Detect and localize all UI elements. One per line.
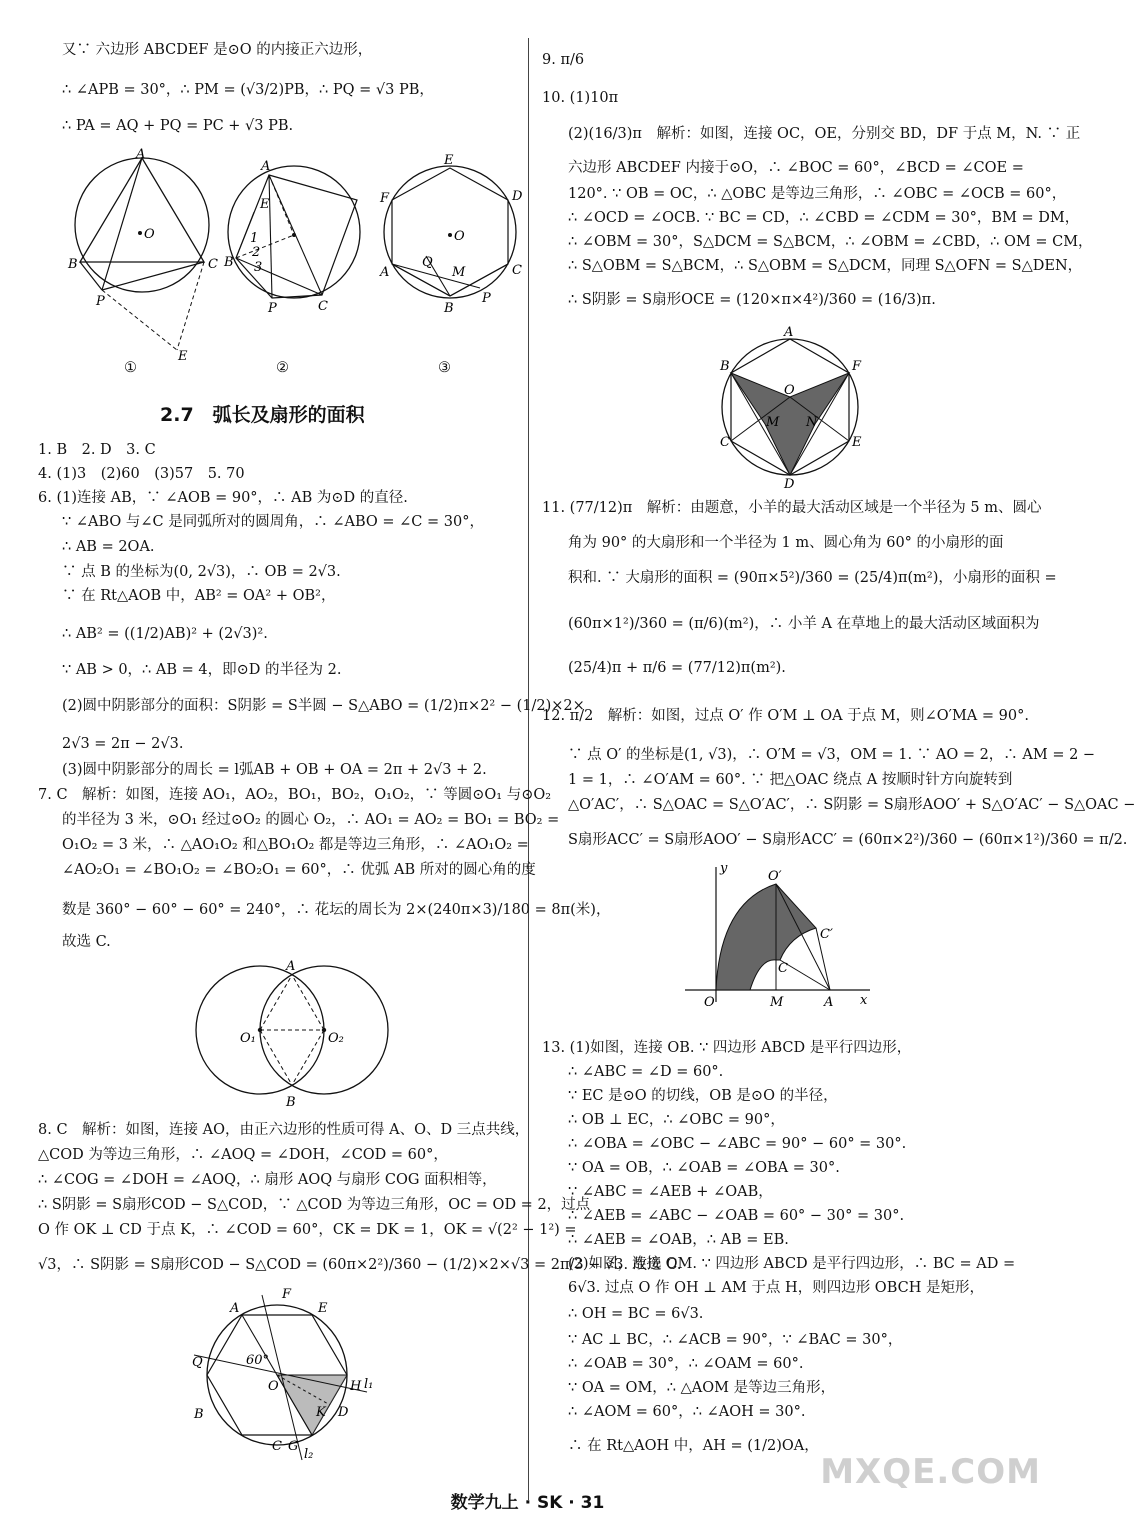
fig-label: M [452,265,466,280]
fig-label: F [282,1287,292,1302]
figure-3-svg [380,150,530,320]
text-line: (3)圆中阴影部分的周长 = l弧AB + OB + OA = 2π + 2√3 + 2. [62,762,487,778]
fig-label: F [380,191,390,206]
fig-label: A [261,159,271,174]
fig-label: 60° [246,1353,270,1368]
text-line: ∵ 在 Rt△AOB 中，AB² = OA² + OB²， [62,588,336,604]
text-line: ∵ OA = OB，∴ ∠OAB = ∠OBA = 30°. [568,1160,840,1176]
figure-2-svg [224,150,374,320]
text-line: ∴ ∠AEB = ∠ABC − ∠OAB = 60° − 30° = 30°. [568,1208,905,1224]
text-line: 120°. ∵ OB = OC，∴ △OBC 是等边三角形，∴ ∠OBC = ∠OCB = 60°， [568,186,1067,202]
fig-label: Q [422,255,433,270]
text-line: (2)如图，连接 OM. ∵ 四边形 ABCD 是平行四边形，∴ BC = AD = [568,1256,1016,1272]
fig-label: P [96,294,105,309]
fig-label: Q [192,1355,203,1370]
text-line: ∵ 点 O′ 的坐标是(1, √3)，∴ O′M = √3，OM = 1. ∵ AO = 2，∴ AM = 2 − [568,747,1096,763]
text-line: ∠AO₂O₁ = ∠BO₁O₂ = ∠BO₂O₁ = 60°，∴ 优弧 AB 所对的圆心角的度 [62,862,536,878]
figure-1 [62,147,222,364]
text-line: ∴ PA = AQ + PQ = PC + √3 PB. [62,118,294,134]
fig-label: A [824,995,834,1010]
figure-1-svg [62,147,222,364]
text-line: ∴ ∠COG = ∠DOH = ∠AOQ，∴ 扇形 AOQ 与扇形 COG 面积相等， [38,1172,497,1188]
text-line: √3，∴ S阴影 = S扇形COD − S△COD = (60π×2²)/360 − (1/2)×2×√3 = 2π/3 − √3. 故选 C. [38,1257,682,1273]
fig-label: O′ [768,869,782,884]
fig-label: M [770,995,784,1010]
fig-label: A [230,1301,240,1316]
text-line: 10. (1)10π [542,90,619,106]
text-line: 12. π/2 解析：如图，过点 O′ 作 O′M ⊥ OA 于点 M，则∠O′MA = 90°. [542,708,1029,724]
text-line: ∴ AB² = ((1/2)AB)² + (2√3)². [62,626,268,642]
fig-label: B [194,1407,204,1422]
text-line: ∵ 点 B 的坐标为(0, 2√3)，∴ OB = 2√3. [62,564,341,580]
figure-caption: ② [276,360,289,376]
text-line: ∴ ∠OBM = 30°，S△DCM = S△BCM，∴ ∠OBM = ∠CBD，∴ OM = CM， [568,234,1093,250]
fig-label: y [720,861,728,876]
fig-label: P [268,301,277,316]
fig-label: O [144,227,155,242]
text-line: △O′AC′，∴ S△OAC = S△O′AC′，∴ S阴影 = S扇形AOO′ + S△O′AC′ − S△OAC − [568,797,1135,813]
fig-label: E [444,153,454,168]
figure-10 [720,322,870,491]
text-line: S扇形ACC′ = S扇形AOO′ − S扇形ACC′ = (60π×2²)/360 − (60π×1²)/360 = π/2. [568,832,1128,848]
fig-label: 1 [250,231,259,246]
figure-8 [192,1287,382,1469]
text-line: 1. B 2. D 3. C [38,442,156,458]
fig-label: K [316,1405,326,1420]
text-line: O₁O₂ = 3 米，∴ △AO₁O₂ 和△BO₁O₂ 都是等边三角形，∴ ∠AO₁O₂ = [62,837,529,853]
text-line: O 作 OK ⊥ CD 于点 K，∴ ∠COD = 60°，CK = DK = 1，OK = √(2² − 1²) = [38,1222,577,1238]
text-line: ∵ AC ⊥ BC，∴ ∠ACB = 90°，∵ ∠BAC = 30°， [568,1332,903,1348]
text-line: ∴ ∠OBA = ∠OBC − ∠ABC = 90° − 60° = 30°. [568,1136,907,1152]
fig-label: A [136,147,146,162]
fig-label: B [68,257,78,272]
text-line: (25/4)π + π/6 = (77/12)π(m²). [568,660,786,676]
fig-label: E [852,435,862,450]
fig-label: H [350,1379,362,1394]
text-line: ∵ ∠ABO 与∠C 是同弧所对的圆周角，∴ ∠ABO = ∠C = 30°， [62,514,484,530]
text-line: ∵ ∠ABC = ∠AEB + ∠OAB， [568,1184,773,1200]
figure-caption: ③ [438,360,451,376]
text-line: ∴ ∠ABC = ∠D = 60°. [568,1064,724,1080]
text-line: 又∵ 六边形 ABCDEF 是⊙O 的内接正六边形， [62,42,373,58]
text-line: ∴ AB = 2OA. [62,539,155,555]
text-line: 2√3 = 2π − 2√3. [62,736,184,752]
figure-10-svg [720,322,870,492]
fig-label: E [178,349,188,364]
fig-label: C′ [820,927,833,942]
fig-label: N [806,415,818,430]
text-line: ∵ EC 是⊙O 的切线，OB 是⊙O 的半径， [568,1088,838,1104]
text-line: ∴ S阴影 = S扇形COD − S△COD，∵ △COD 为等边三角形，OC = OD = 2，过点 [38,1197,591,1213]
text-line: ∴ S阴影 = S扇形OCE = (120×π×4²)/360 = (16/3)π. [568,292,936,308]
fig-label: A [784,325,794,340]
text-line: 积和. ∵ 大扇形的面积 = (90π×5²)/360 = (25/4)π(m²)，小扇形的面积 = [568,570,1057,586]
text-line: 数是 360° − 60° − 60° = 240°，∴ 花坛的周长为 2×(240π×3)/180 = 8π(米)， [62,902,611,918]
fig-label: C [512,263,522,278]
text-line: 故选 C. [62,934,111,950]
fig-label: C [208,257,218,272]
fig-label: B [286,1095,296,1110]
fig-label: B [224,255,234,270]
fig-label: B [720,359,730,374]
fig-label: D [784,477,795,492]
fig-label: D [338,1405,349,1420]
page-footer: 数学九上 · SK · 31 [450,1493,605,1513]
text-line: ∴ S△OBM = S△BCM，∴ S△OBM = S△DCM，同理 S△OFN = S△DEN， [568,258,1083,274]
text-line: (60π×1²)/360 = (π/6)(m²)，∴ 小羊 A 在草地上的最大活动区域面积为 [568,616,1040,632]
fig-label: G [288,1439,299,1454]
fig-label: O [784,383,795,398]
text-line: ∴ 在 Rt△AOH 中，AH = (1/2)OA， [568,1438,819,1454]
text-line: 8. C 解析：如图，连接 AO，由正六边形的性质可得 A、O、D 三点共线， [38,1122,530,1138]
fig-label: E [318,1301,328,1316]
fig-label: A [380,265,390,280]
fig-label: O [704,995,715,1010]
figure-12 [680,862,880,1016]
section-heading: 2.7 弧长及扇形的面积 [160,404,365,426]
text-line: ∵ AB > 0，∴ AB = 4，即⊙D 的半径为 2. [62,662,342,678]
text-line: ∴ ∠APB = 30°，∴ PM = (√3/2)PB，∴ PQ = √3 PB， [62,82,434,98]
fig-label: O₁ [240,1031,256,1046]
text-line: ∴ ∠AEB = ∠OAB，∴ AB = EB. [568,1232,789,1248]
text-line: (2)圆中阴影部分的面积：S阴影 = S半圆 − S△ABO = (1/2)π×2² − (1/2)×2× [62,698,585,714]
fig-label: B [444,301,454,316]
figure-2 [224,150,374,324]
fig-label: E [260,197,270,212]
fig-label: l₁ [364,1377,374,1392]
text-line: 11. (77/12)π 解析：由题意，小羊的最大活动区域是一个半径为 5 m、圆心 [542,500,1042,516]
text-line: 6. (1)连接 AB，∵ ∠AOB = 90°，∴ AB 为⊙D 的直径. [38,490,408,506]
text-line: 六边形 ABCDEF 内接于⊙O，∴ ∠BOC = 60°，∠BCD = ∠COE = [568,160,1024,176]
text-line: ∴ OB ⊥ EC，∴ ∠OBC = 90°， [568,1112,785,1128]
figure-3 [380,150,530,324]
figure-caption: ① [124,360,137,376]
watermark: MXQE.COM [820,1452,1041,1492]
text-line: 4. (1)3 (2)60 (3)57 5. 70 [38,466,245,482]
text-line: ∴ ∠OAB = 30°，∴ ∠OAM = 60°. [568,1356,804,1372]
text-line: △COD 为等边三角形，∴ ∠AOQ = ∠DOH，∠COD = 60°， [38,1147,448,1163]
fig-label: A [286,959,296,974]
text-line: 6√3. 过点 O 作 OH ⊥ AM 于点 H，则四边形 OBCH 是矩形， [568,1280,984,1296]
text-line: ∵ OA = OM，∴ △AOM 是等边三角形， [568,1380,836,1396]
fig-label: C [272,1439,282,1454]
fig-label: l₂ [304,1447,314,1462]
figure-7-svg [190,960,400,1110]
figure-7 [190,960,400,1114]
figure-8-svg [192,1287,382,1465]
fig-label: C [318,299,328,314]
fig-label: M [766,415,780,430]
text-line: 7. C 解析：如图，连接 AO₁，AO₂，BO₁，BO₂，O₁O₂，∵ 等圆⊙O₁ 与⊙O₂ [38,787,552,803]
fig-label: 2 [252,245,261,260]
text-line: ∴ ∠AOM = 60°，∴ ∠AOH = 30°. [568,1404,806,1420]
text-line: ∴ OH = BC = 6√3. [568,1306,704,1322]
text-line: 1 = 1，∴ ∠O′AM = 60°. ∵ 把△OAC 绕点 A 按顺时针方向旋转到 [568,772,1013,788]
fig-label: D [512,189,523,204]
text-line: 角为 90° 的大扇形和一个半径为 1 m、圆心角为 60° 的小扇形的面 [568,535,1004,551]
fig-label: 3 [254,260,263,275]
text-line: 13. (1)如图，连接 OB. ∵ 四边形 ABCD 是平行四边形， [542,1040,912,1056]
fig-label: O₂ [328,1031,344,1046]
fig-label: C [720,435,730,450]
fig-label: x [860,993,868,1008]
text-line: ∴ ∠OCD = ∠OCB. ∵ BC = CD，∴ ∠CBD = ∠CDM = 30°，BM = DM， [568,210,1080,226]
text-line: 9. π/6 [542,52,585,68]
figure-12-svg [680,862,880,1012]
text-line: (2)(16/3)π 解析：如图，连接 OC，OE，分别交 BD，DF 于点 M，N. ∵ 正 [568,126,1081,142]
fig-label: P [482,291,491,306]
fig-label: O [454,229,465,244]
text-line: 的半径为 3 米，⊙O₁ 经过⊙O₂ 的圆心 O₂，∴ AO₁ = AO₂ = BO₁ = BO₂ = [62,812,560,828]
fig-label: C [778,961,788,976]
fig-label: O [268,1379,279,1394]
fig-label: F [852,359,862,374]
